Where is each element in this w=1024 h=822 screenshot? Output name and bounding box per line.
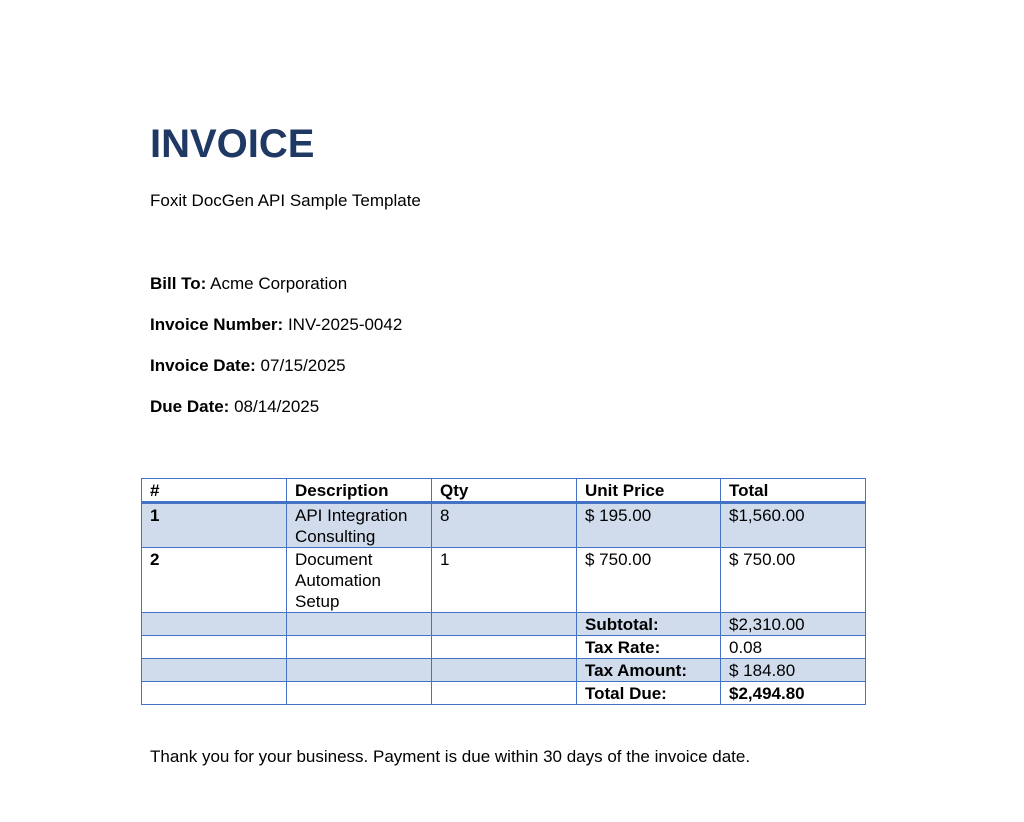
subtotal-value: $2,310.00 bbox=[721, 613, 866, 636]
total-due-row bbox=[142, 682, 866, 705]
row-unit-price: $ 750.00 bbox=[577, 548, 721, 613]
column-header-number: # bbox=[142, 479, 287, 503]
tax-rate-label: Tax Rate: bbox=[577, 636, 721, 659]
empty-cell bbox=[142, 659, 287, 682]
empty-cell bbox=[142, 682, 287, 705]
row-unit-price: $ 195.00 bbox=[577, 503, 721, 548]
invoice-date-value: 07/15/2025 bbox=[260, 356, 346, 375]
row-total: $ 750.00 bbox=[721, 548, 866, 613]
subtotal-label: Subtotal: bbox=[577, 613, 721, 636]
column-header-unit-price: Unit Price bbox=[577, 479, 721, 503]
empty-cell bbox=[432, 659, 577, 682]
empty-cell bbox=[287, 659, 432, 682]
total-due-value: $2,494.80 bbox=[721, 682, 866, 705]
column-header-total: Total bbox=[721, 479, 866, 503]
empty-cell bbox=[287, 682, 432, 705]
invoice-date-line bbox=[150, 355, 346, 377]
empty-cell bbox=[432, 636, 577, 659]
bill-to-line bbox=[150, 273, 347, 295]
row-number: 1 bbox=[142, 503, 287, 548]
empty-cell bbox=[287, 636, 432, 659]
invoice-number-label: Invoice Number: bbox=[150, 315, 284, 334]
invoice-number-value: INV-2025-0042 bbox=[287, 315, 403, 334]
empty-cell bbox=[142, 636, 287, 659]
empty-cell bbox=[142, 613, 287, 636]
row-total: $1,560.00 bbox=[721, 503, 866, 548]
empty-cell bbox=[432, 682, 577, 705]
column-header-description: Description bbox=[287, 479, 432, 503]
row-description: API Integration Consulting bbox=[287, 503, 432, 548]
row-qty: 1 bbox=[432, 548, 577, 613]
tax-rate-value: 0.08 bbox=[721, 636, 866, 659]
document-subtitle: Foxit DocGen API Sample Template bbox=[150, 191, 421, 210]
due-date-line bbox=[150, 396, 319, 418]
tax-amount-row bbox=[142, 659, 866, 682]
footer-note: Thank you for your business. Payment is due within 30 days of the invoice date. bbox=[150, 747, 751, 766]
empty-cell bbox=[287, 613, 432, 636]
bill-to-value: Acme Corporation bbox=[210, 274, 348, 293]
invoice-number-line bbox=[150, 314, 402, 336]
line-items-table bbox=[141, 478, 866, 705]
page-title: INVOICE bbox=[150, 122, 315, 166]
table-row bbox=[142, 503, 866, 548]
column-header-qty: Qty bbox=[432, 479, 577, 503]
table-row bbox=[142, 548, 866, 613]
row-number: 2 bbox=[142, 548, 287, 613]
table-header-row bbox=[142, 479, 866, 503]
tax-amount-label: Tax Amount: bbox=[577, 659, 721, 682]
due-date-label: Due Date: bbox=[150, 397, 230, 416]
tax-amount-value: $ 184.80 bbox=[721, 659, 866, 682]
bill-to-label: Bill To: bbox=[150, 274, 207, 293]
row-description: Document Automation Setup bbox=[287, 548, 432, 613]
total-due-label: Total Due: bbox=[577, 682, 721, 705]
due-date-value: 08/14/2025 bbox=[234, 397, 320, 416]
invoice-date-label: Invoice Date: bbox=[150, 356, 256, 375]
tax-rate-row bbox=[142, 636, 866, 659]
subtotal-row bbox=[142, 613, 866, 636]
row-qty: 8 bbox=[432, 503, 577, 548]
empty-cell bbox=[432, 613, 577, 636]
